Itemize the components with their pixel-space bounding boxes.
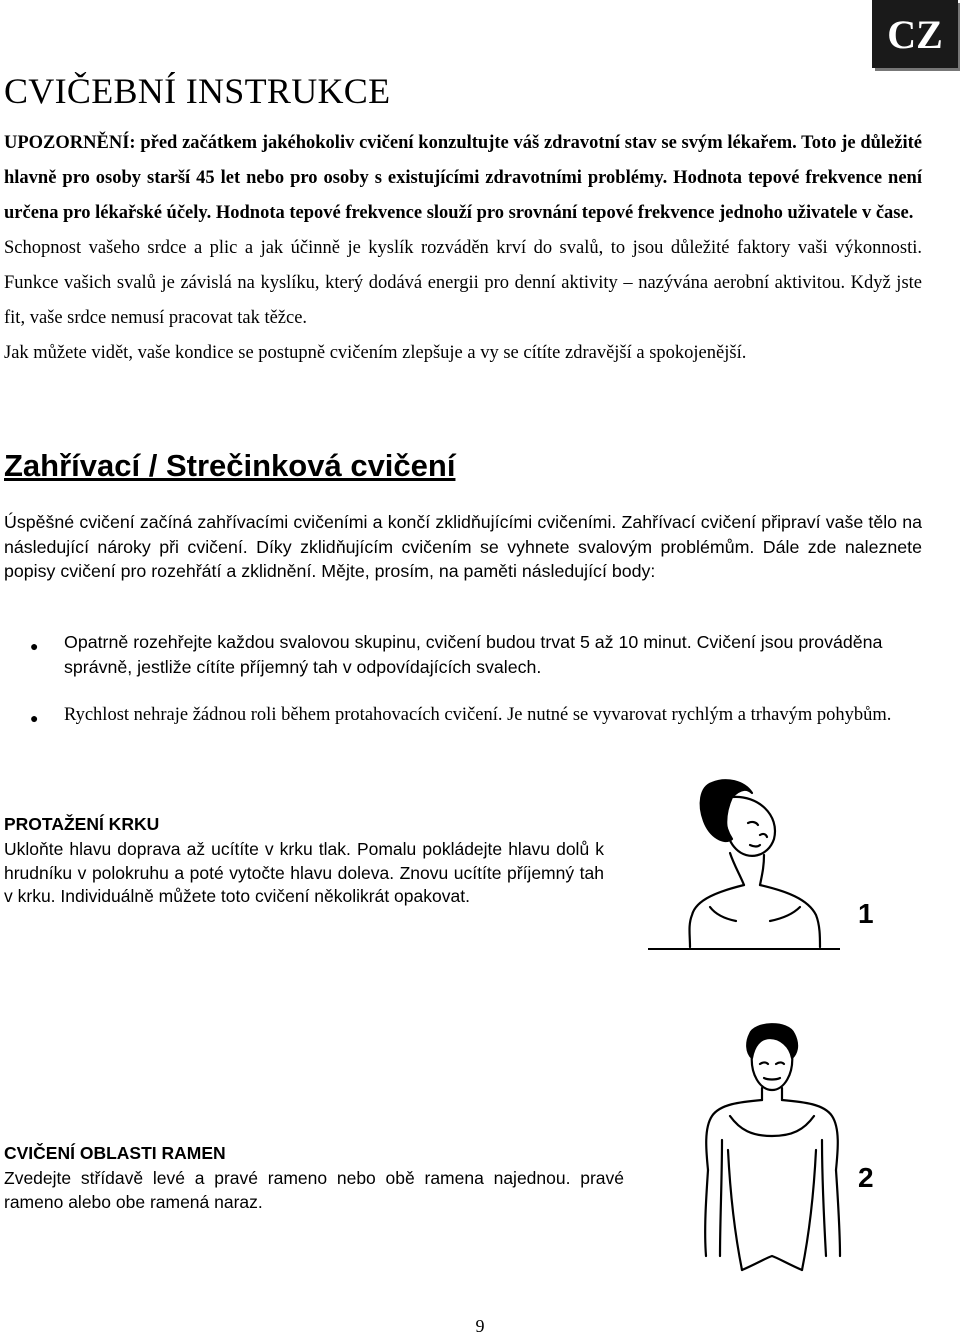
exercise-2-number: 2 [858,1162,874,1193]
neck-stretch-illustration [640,775,840,955]
exercise-1-text: Ukloňte hlavu doprava až ucítíte v krku tlak. Pomalu pokládejte hlavu dolů k hrudníku v polokruhu a poté vytočte hlavu doleva. Znovu ucítíte příjemný tah v krku. Individuálně můžete toto cvičení několikrát opakovat. [4,839,604,906]
section-paragraph: Úspěšné cvičení začíná zahřívacími cvičeními a končí zklidňujícími cvičeními. Zahřívací cvičení připraví vaše tělo na následující nároky při cvičení. Díky zklidňujícím cvičením se vyhnete svalovým problémům. Dále zde naleznete popisy cvičení pro rozehřátí a zklidnění. Mějte, prosím, na paměti následující body: [4,512,922,581]
section-title: Zahřívací / Strečinková cvičení [4,448,456,483]
intro-paragraph-1: Schopnost vašeho srdce a plic a jak účinně je kyslík rozváděn krví do svalů, to jsou důležité faktory vaši výkonnosti. Funkce vašich svalů je závislá na kyslíku, který dodává energii pro denní aktivity – nazývána aerobní aktivitou. Když jste fit, vaše srdce nemusí pracovat tak těžce. [4,238,922,328]
list-item [30,703,922,732]
page-title: CVIČEBNÍ INSTRUKCE [4,71,391,111]
exercise-1-heading: PROTAŽENÍ KRKU [4,814,160,834]
shoulder-exercise-illustration [690,1020,860,1290]
language-badge: CZ [872,0,958,68]
list-item-text: Rychlost nehraje žádnou roli během protahovacích cvičení. Je nutné se vyvarovat rychlým a trhavým pohybům. [64,705,892,725]
list-item-text: Opatrně rozehřejte každou svalovou skupinu, cvičení budou trvat 5 až 10 minut. Cvičení jsou prováděna správně, jestliže cítíte příjemný tah v odpovídajících svalech. [64,632,883,677]
bullet-icon: ● [30,712,39,727]
exercise-2-heading: CVIČENÍ OBLASTI RAMEN [4,1143,226,1163]
page-number: 9 [475,1316,485,1336]
list-item [30,630,922,679]
exercise-1-number: 1 [858,898,874,929]
intro-block [4,126,922,371]
warning-text: UPOZORNĚNÍ: před začátkem jakéhokoliv cvičení konzultujte váš zdravotní stav se svým lékařem. Toto je důležité hlavně pro osoby starší 45 let nebo pro osoby s existujícími zdravotními problémy. Hodnota tepové frekvence není určena pro lékařské účely. Hodnota tepové frekvence slouží pro srovnání tepové frekvence jednoho uživatele v čase. [4,133,922,223]
bullet-icon: ● [30,638,39,654]
exercise-2-text: Zvedejte střídavě levé a pravé rameno nebo obě ramena najednou. pravé rameno alebo obe ramená naraz. [4,1168,624,1212]
intro-paragraph-2: Jak můžete vidět, vaše kondice se postupně cvičením zlepšuje a vy se cítíte zdravější a spokojenější. [4,343,747,363]
